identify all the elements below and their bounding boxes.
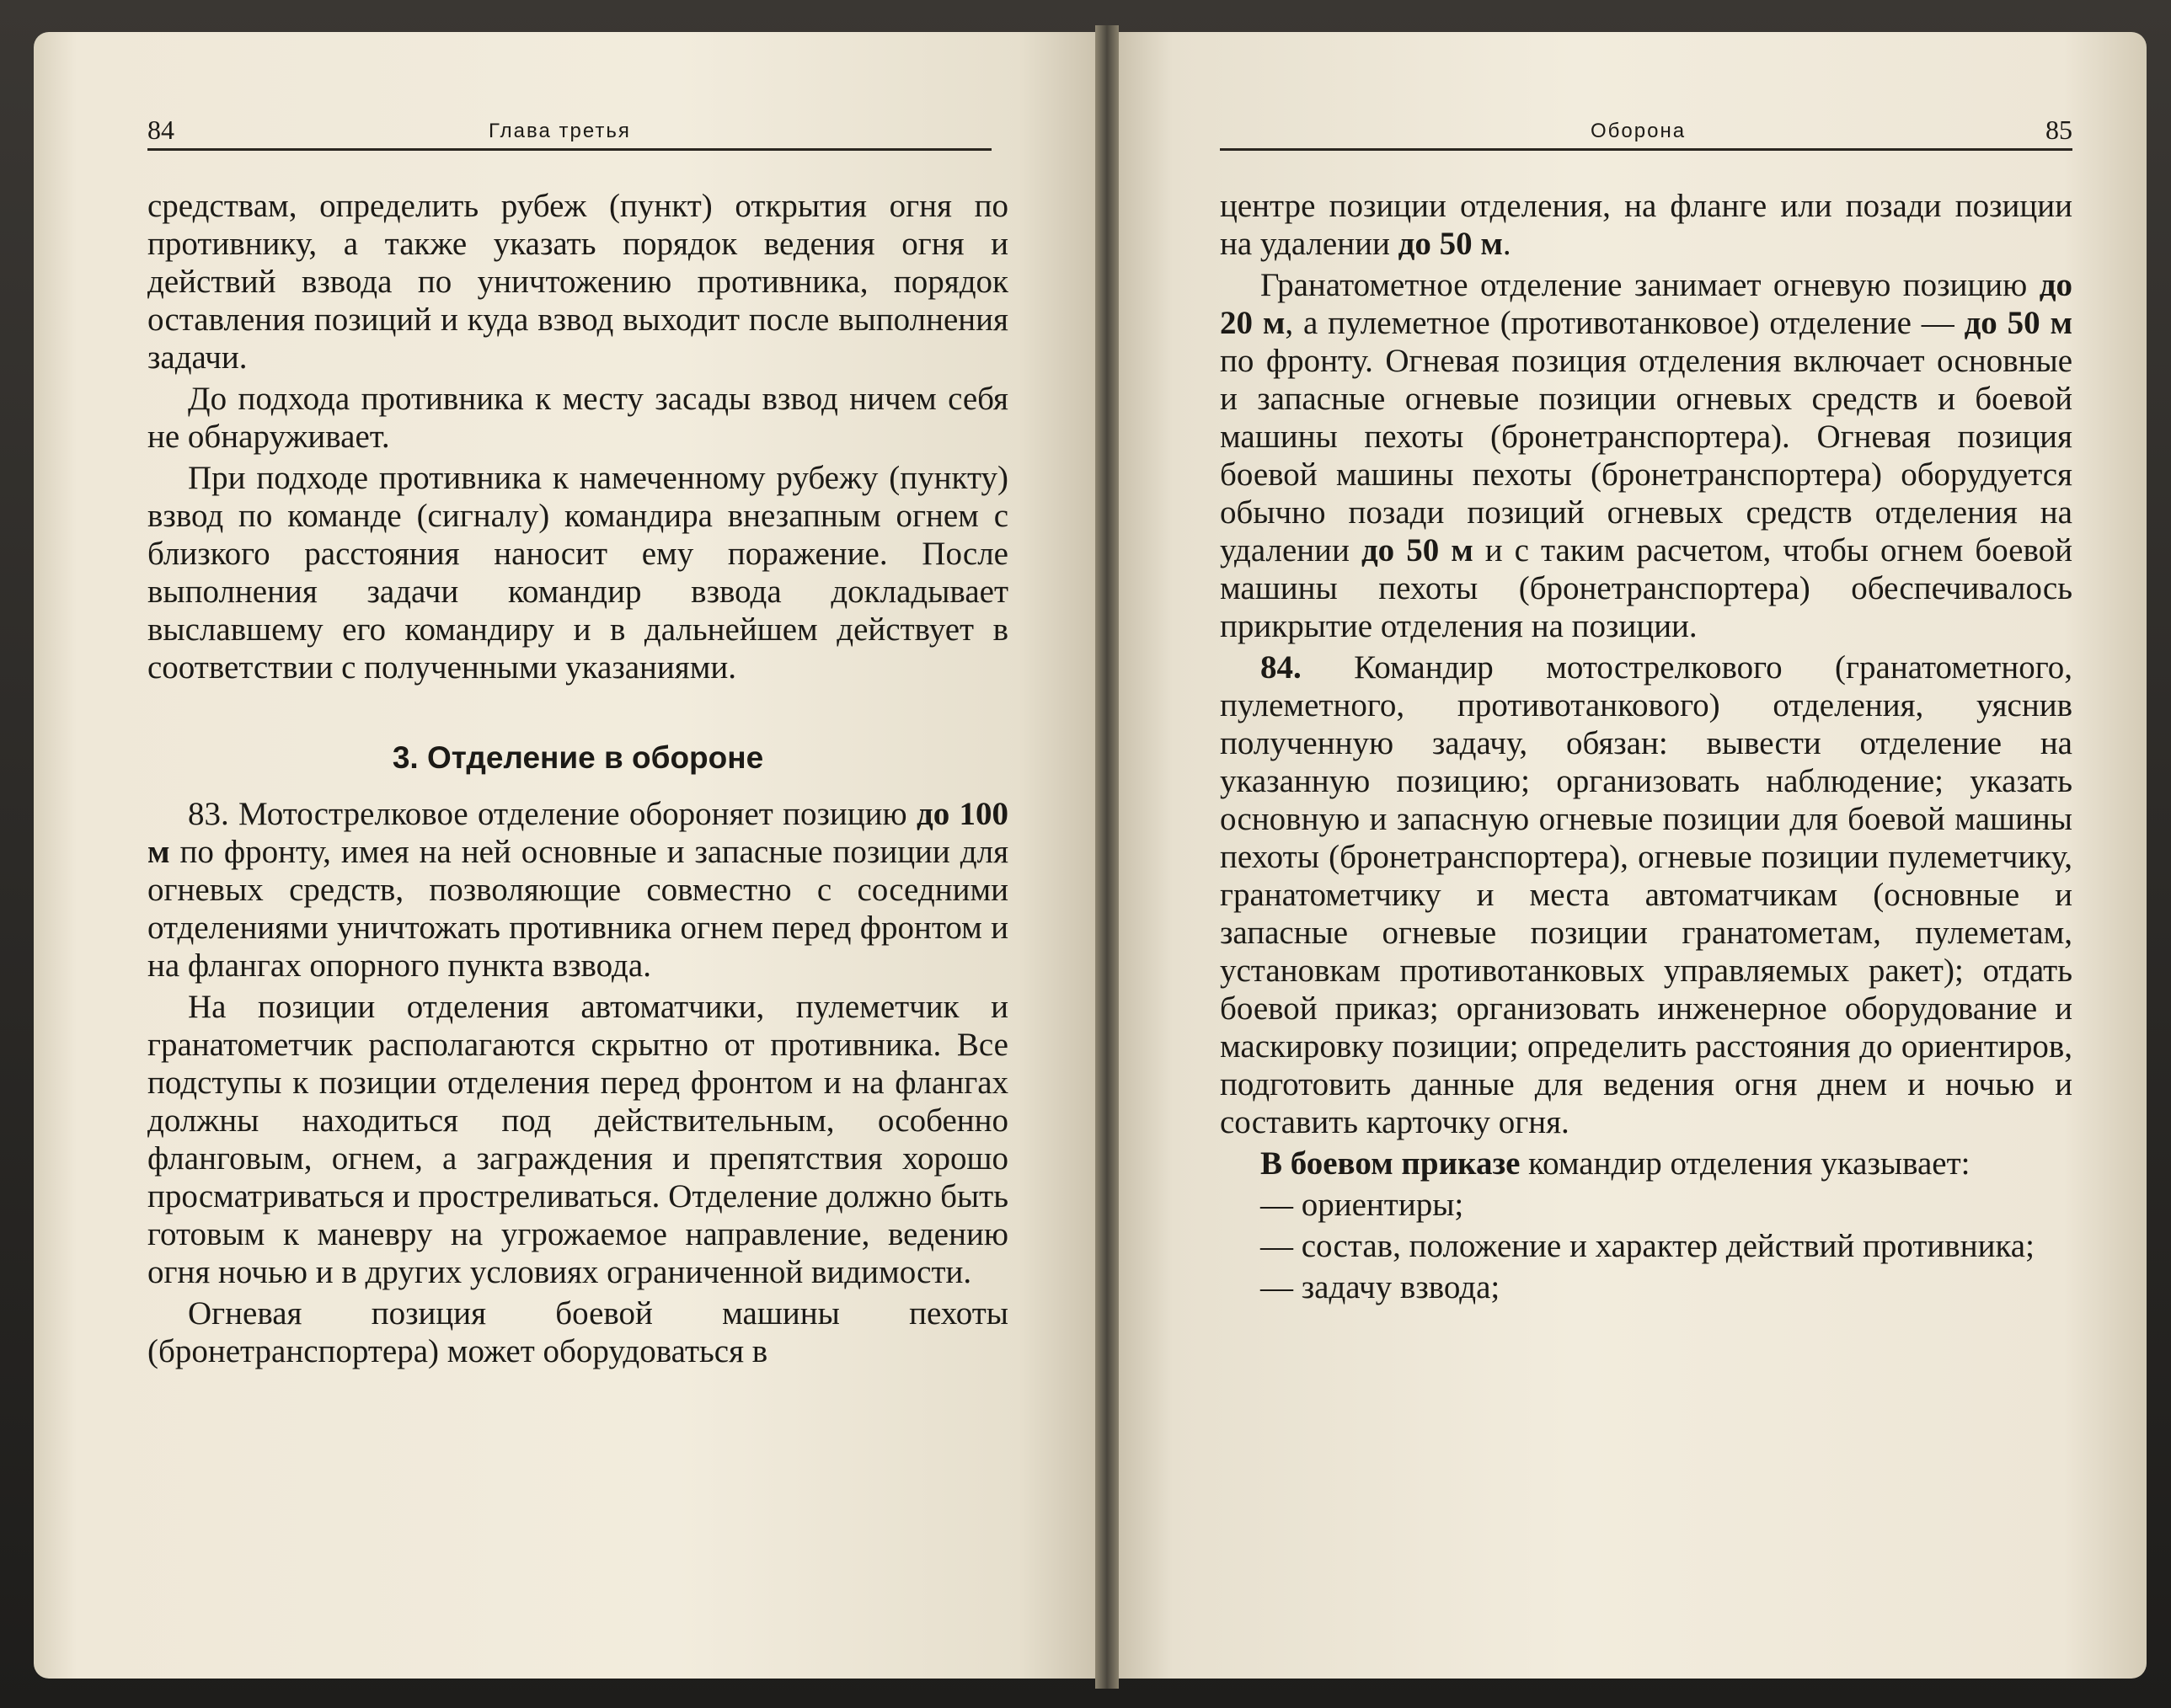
book-gutter bbox=[1095, 25, 1119, 1689]
right-page-number: 85 bbox=[2045, 115, 2072, 145]
paragraph-number: 83. bbox=[188, 796, 229, 832]
section-heading: 3. Отделение в обороне bbox=[392, 740, 764, 775]
right-page-text bbox=[1220, 187, 2072, 1306]
list-item: — состав, положение и характер действий противника; bbox=[1260, 1228, 2035, 1264]
left-running-title: Глава третья bbox=[489, 120, 631, 142]
paragraph: Огневая позиция боевой машины пехоты (бронетранспортера) может оборудоваться в bbox=[147, 1295, 1008, 1369]
paragraph: В боевом приказе командир отделения указывает: bbox=[1260, 1145, 1970, 1182]
paragraph: Гранатометное отделение занимает огневую позицию до 20 м, а пулеметное (противотанковое) отделение — до 50 м по фронту. Огневая позиция отделения включает основные и запасные огневые позиции огневых средств и боевой машины пехоты (бронетранспортера). Огневая позиция боевой машины пехоты (бронетранспортера) оборудуется обычно позади позиций огневых средств отделения на удалении до 50 м и с таким расчетом, чтобы огнем боевой машины пехоты (бронетранспортера) обеспечивалось прикрытие отделения на позиции. bbox=[1220, 267, 2073, 644]
paragraph-83: 83. Мотострелковое отделение обороняет позицию до 100 м по фронту, имея на ней основные и запасные позиции для огневых средств, позволяющие совместно с соседними отделениями уничтожать противника огнем перед фронтом и на флангах опорного пункта взвода. bbox=[147, 796, 1009, 984]
left-page-number: 84 bbox=[147, 115, 174, 145]
paragraph: До подхода противника к месту засады взвод ничем себя не обнаруживает. bbox=[147, 381, 1008, 455]
paragraph: На позиции отделения автоматчики, пулеметчик и гранатометчик располагаются скрытно от противника. Все подступы к позиции отделения перед фронтом и на флангах должны находиться под действительным, особенно фланговым, огнем, а заграждения и препятствия хорошо просматриваться и простреливаться. Отделение должно быть готовым к маневру на угрожаемое направление, ведению огня ночью и в других условиях ограниченной видимости. bbox=[147, 989, 1008, 1290]
left-page-text bbox=[147, 187, 1008, 1370]
left-page-header bbox=[147, 115, 992, 151]
paragraph-84: 84. Командир мотострелкового (гранатометного, пулеметного, противотанкового) отделения, уяснив полученную задачу, обязан: вывести отделение на указанную позицию; организовать наблюдение; указать основную и запасную огневые позиции для боевой машины пехоты (бронетранспортера), огневые позиции пулеметчику, гранатометчику и места автоматчикам (основные и запасные огневые позиции гранатометам, пулеметам, установкам противотанковых управляемых ракет); отдать боевой приказ; организовать инженерное оборудование и маскировку позиции; определить расстояния до ориентиров, подготовить данные для ведения огня днем и ночью и составить карточку огня. bbox=[1220, 649, 2072, 1140]
paragraph: При подходе противника к намеченному рубежу (пункту) взвод по команде (сигналу) командира внезапным огнем с близкого расстояния наносит ему поражение. После выполнения задачи командир взвода докладывает выславшему его командиру и в дальнейшем действует в соответствии с полученными указаниями. bbox=[147, 460, 1008, 686]
paragraph-number: 84. bbox=[1260, 649, 1302, 686]
right-running-title: Оборона bbox=[1591, 120, 1687, 142]
paragraph: средствам, определить рубеж (пункт) открытия огня по противнику, а также указать порядок ведения огня и действий взвода по уничтожению противника, порядок оставления позиций и куда взвод выходит после выполнения задачи. bbox=[147, 188, 1008, 376]
list-item: — задачу взвода; bbox=[1260, 1269, 1500, 1305]
right-page-header bbox=[1220, 115, 2072, 151]
paragraph: центре позиции отделения, на фланге или позади позиции на удалении до 50 м. bbox=[1220, 188, 2072, 262]
list-item: — ориентиры; bbox=[1260, 1187, 1464, 1223]
